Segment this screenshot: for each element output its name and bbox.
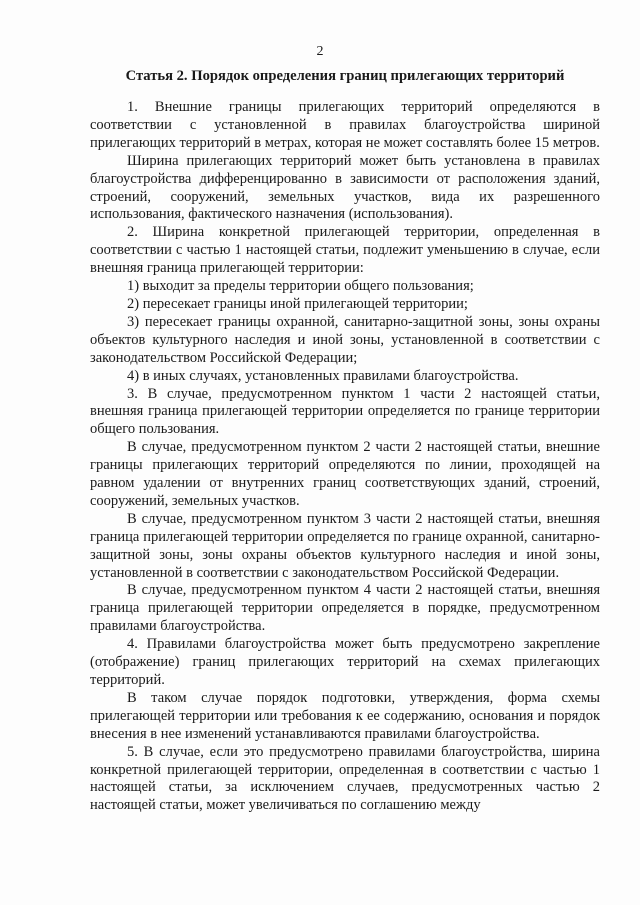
list-item-3: 3) пересекает границы охранной, санитарно-защитной зоны, зоны охраны объектов культурного наследия и иной зоны, установленной в соответствии с законодательством Российской Федерации; <box>90 313 600 366</box>
paragraph-4: 3. В случае, предусмотренном пунктом 1 части 2 настоящей статьи, внешняя граница прилегающей территории определяется по границе территории общего пользования. <box>90 385 600 438</box>
paragraph-5: В случае, предусмотренном пунктом 2 части 2 настоящей статьи, внешние границы прилегающих территорий определяются по линии, проходящей на равном удалении от внутренних границ соответствующих зданий, строений, сооружений, земельных участков. <box>90 439 600 509</box>
paragraph-3: 2. Ширина конкретной прилегающей территории, определенная в соответствии с частью 1 настоящей статьи, подлежит уменьшению в случае, если внешняя граница прилегающей территории: <box>90 224 600 277</box>
page-number: 2 <box>316 44 324 59</box>
paragraph-8: 4. Правилами благоустройства может быть предусмотрено закрепление (отображение) границ прилегающих территорий на схемах прилегающих территорий. <box>90 636 600 688</box>
paragraph-10: 5. В случае, если это предусмотрено правилами благоустройства, ширина конкретной прилегающей территории, определенная в соответствии с частью 1 настоящей статьи, за исключением случаев, предусмотренных частью 2 настоящей статьи, может увеличиваться по соглашению между <box>90 743 600 814</box>
paragraph-2: Ширина прилегающих территорий может быть установлена в правилах благоустройства дифференцированно в зависимости от расположения зданий, строений, сооружений, земельных участков, вида их разрешенного использования, фактического назначения (использования). <box>90 152 600 223</box>
article-body <box>90 99 600 815</box>
paragraph-7: В случае, предусмотренном пунктом 4 части 2 настоящей статьи, внешняя граница прилегающей территории определяется в порядке, предусмотренном правилами благоустройства. <box>90 582 600 635</box>
paragraph-9: В таком случае порядок подготовки, утверждения, форма схемы прилегающей территории или требования к ее содержанию, основания и порядок внесения в нее изменений устанавливаются правилами благоустройства. <box>90 689 600 742</box>
list-item-4: 4) в иных случаях, установленных правилами благоустройства. <box>127 367 519 384</box>
paragraph-1: 1. Внешние границы прилегающих территорий определяются в соответствии с установленной в правилах благоустройства шириной прилегающих территорий в метрах, которая не может составлять более 15 метров. <box>90 99 600 151</box>
paragraph-6: В случае, предусмотренном пунктом 3 части 2 настоящей статьи, внешняя граница прилегающей территории определяется по границе охранной, санитарно-защитной зоны, зоны охраны объектов культурного наследия и иной зоны, установленной в соответствии с законодательством Российской Федерации. <box>90 510 600 581</box>
list-item-2: 2) пересекает границы иной прилегающей территории; <box>127 295 468 312</box>
list-item-1: 1) выходит за пределы территории общего пользования; <box>127 278 474 295</box>
article-heading: Статья 2. Порядок определения границ прилегающих территорий <box>125 68 565 84</box>
